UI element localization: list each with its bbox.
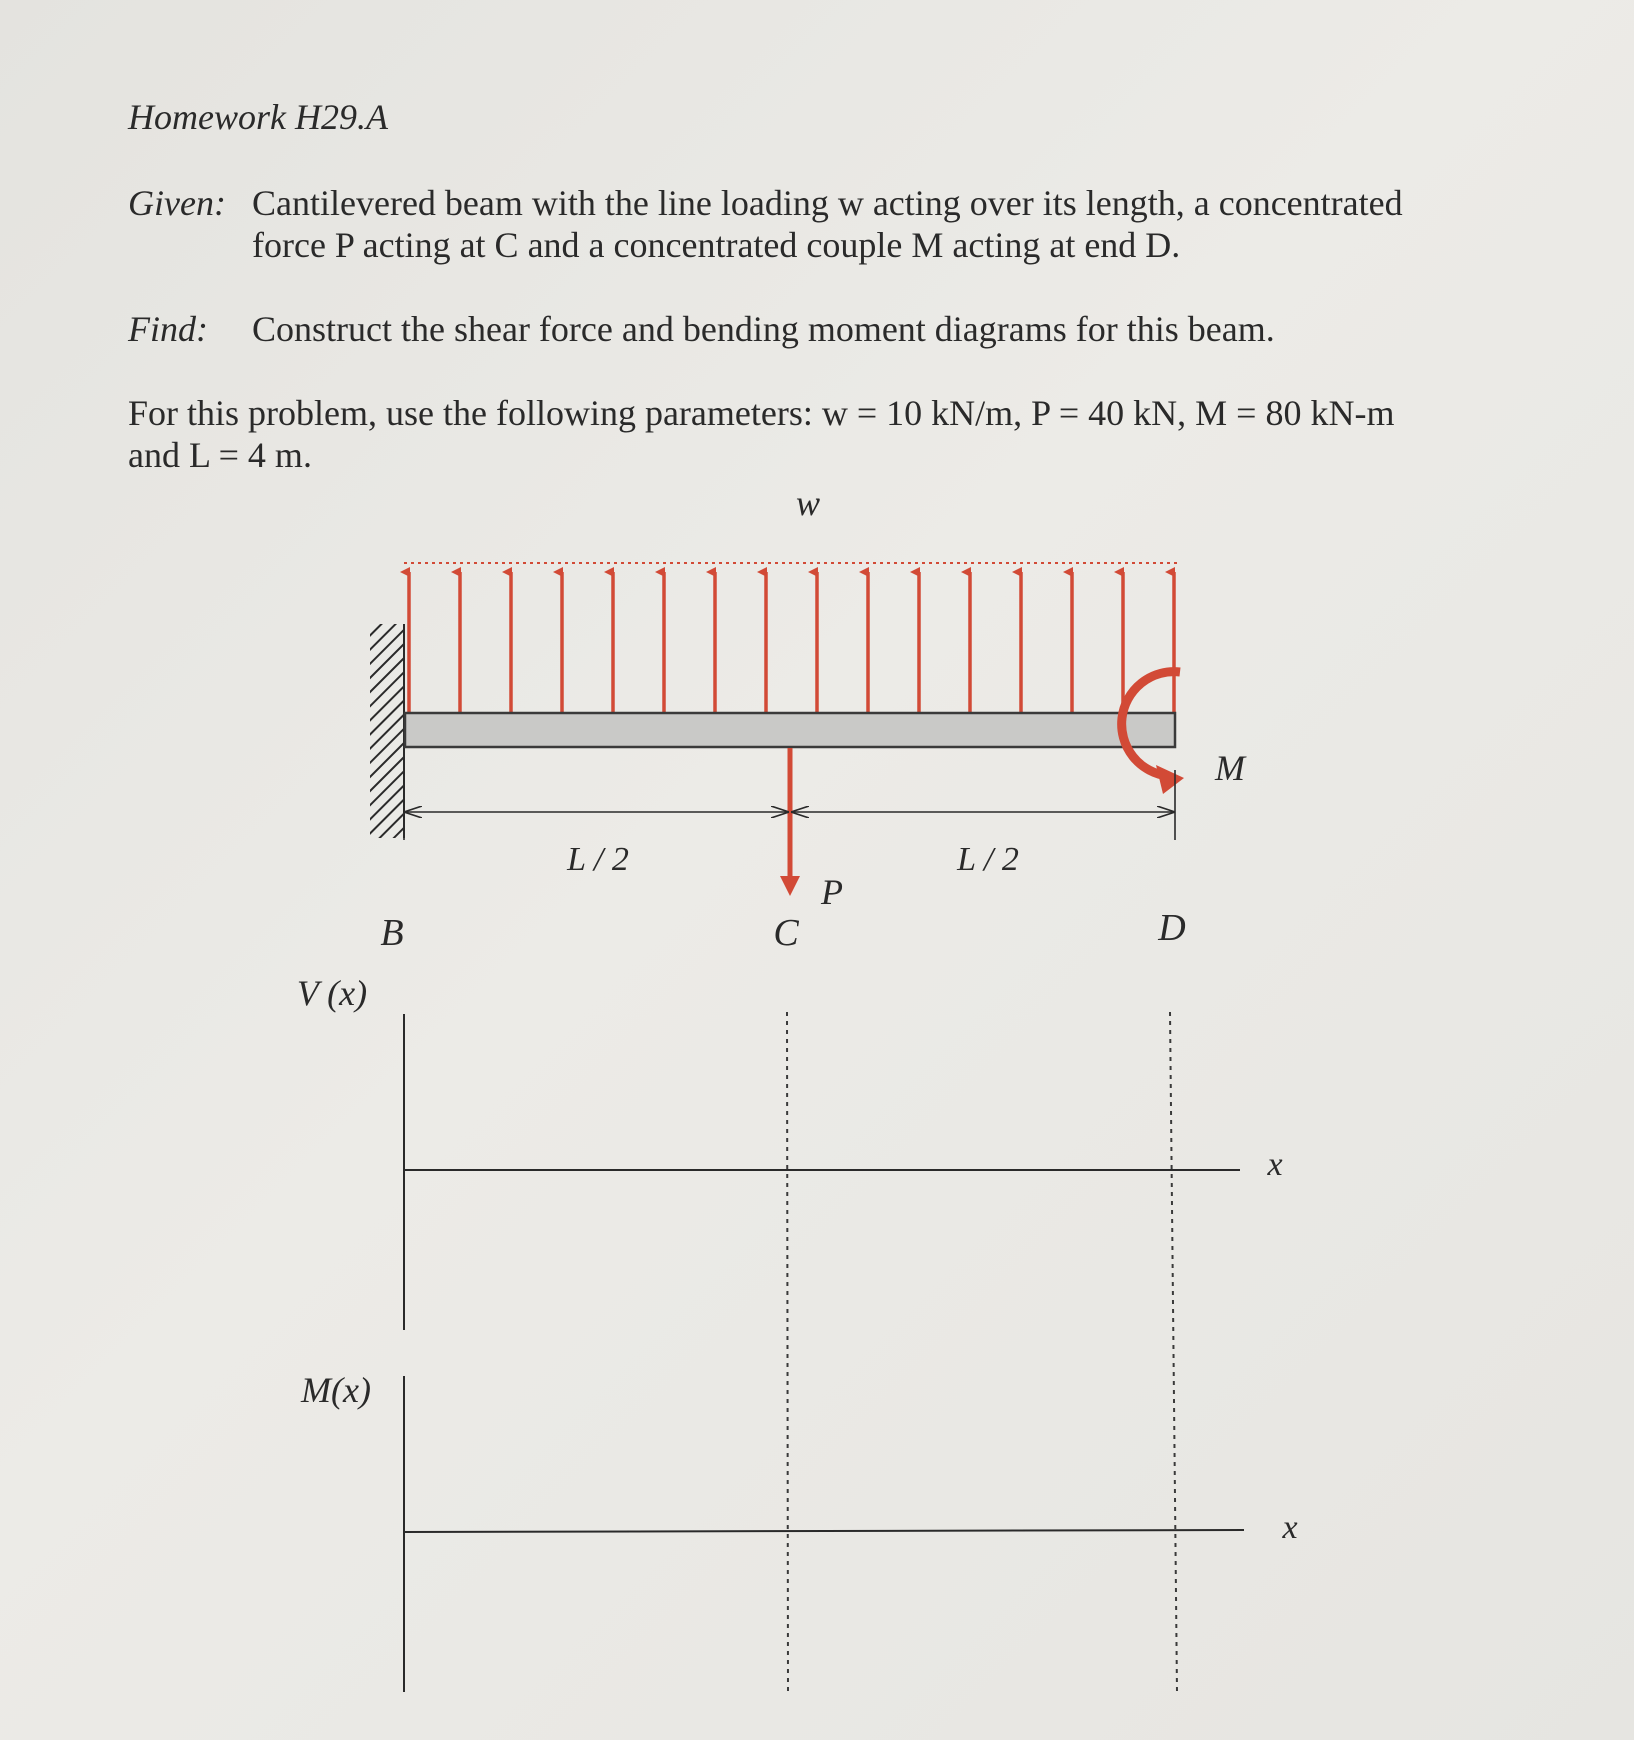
point-label-b: B (380, 912, 404, 954)
moment-axis-label: M(x) (301, 1370, 371, 1410)
couple-arrow-head (1156, 765, 1184, 794)
shear-x-axis-label: x (1267, 1146, 1283, 1183)
dimension-label-right: L / 2 (957, 841, 1019, 878)
given-text-line-2: force P acting at C and a concentrated couple M acting at end D. (252, 225, 1181, 265)
couple-label-m: M (1215, 748, 1245, 788)
parameters-line-1: For this problem, use the following parameters: w = 10 kN/m, P = 40 kN, M = 80 kN-m (128, 393, 1395, 433)
dimension-label-left: L / 2 (567, 841, 629, 878)
fixed-wall-support (370, 624, 404, 838)
guide-line-c (787, 1012, 788, 1692)
couple-arrow-m (1122, 672, 1180, 776)
given-label: Given: (128, 183, 226, 223)
moment-x-axis (404, 1530, 1244, 1532)
beam (405, 713, 1175, 747)
point-label-d: D (1158, 907, 1186, 949)
shear-axis-label: V (x) (296, 973, 368, 1013)
load-label-w: w (795, 483, 821, 523)
given-text-line-1: Cantilevered beam with the line loading w acting over its length, a concentrated (252, 183, 1403, 223)
force-arrow-head (780, 876, 800, 896)
distributed-load-arrows (409, 572, 1174, 712)
force-label-p: P (821, 872, 843, 912)
find-text: Construct the shear force and bending moment diagrams for this beam. (252, 309, 1275, 349)
point-label-c: C (773, 912, 799, 954)
homework-title: Homework H29.A (128, 97, 388, 137)
moment-x-axis-label: x (1282, 1509, 1298, 1546)
guide-line-d (1170, 1012, 1177, 1692)
parameters-line-2: and L = 4 m. (128, 435, 312, 475)
find-label: Find: (128, 309, 208, 349)
